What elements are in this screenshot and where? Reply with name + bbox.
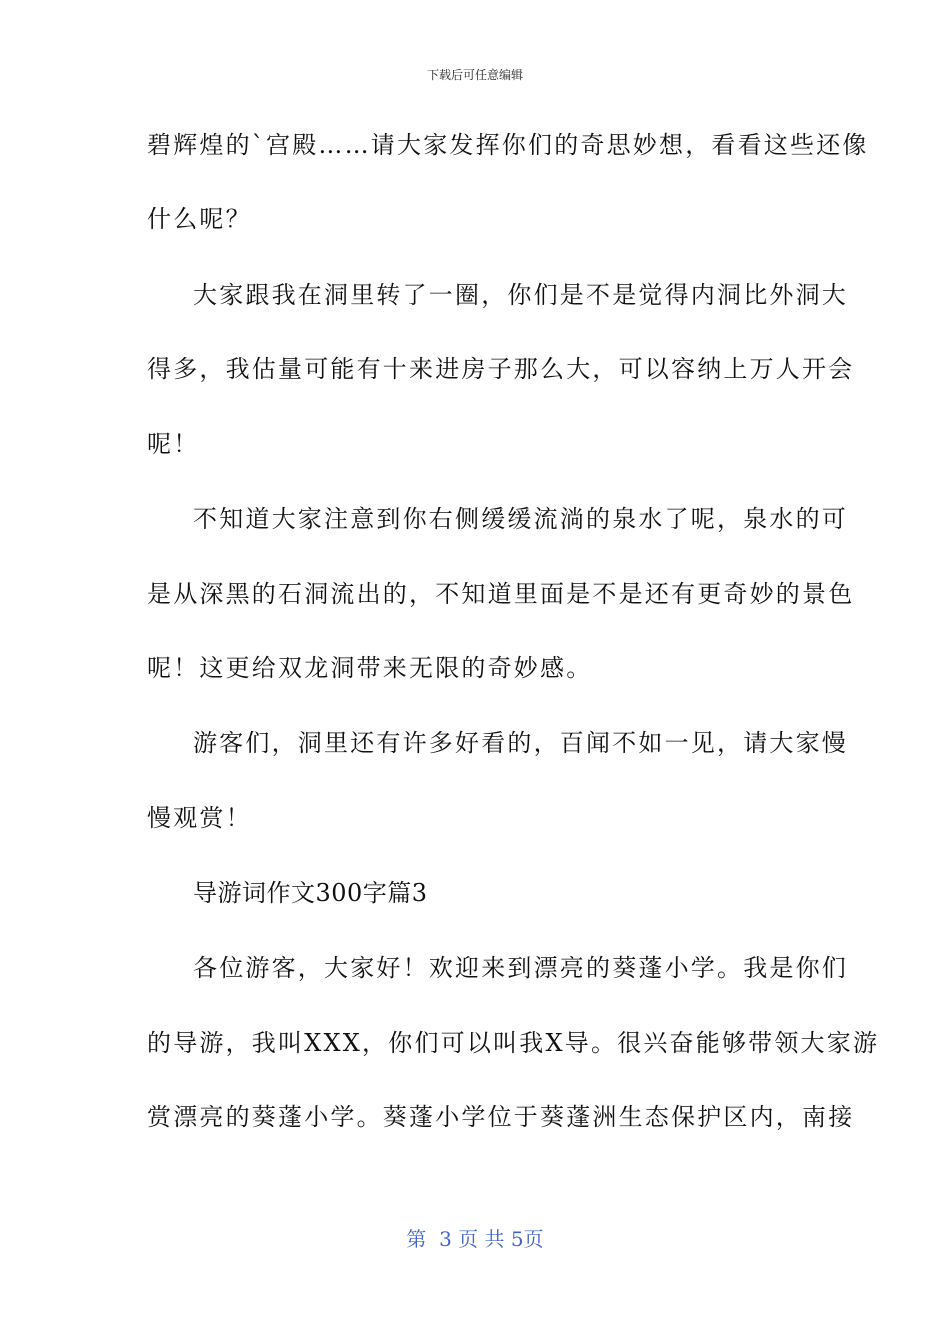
body-line: 碧辉煌的`宫殿……请大家发挥你们的奇思妙想，看看这些还像 [147,131,869,159]
header-note: 下载后可任意编辑 [426,68,523,82]
body-line: 呢！ [147,430,200,458]
paragraph-start-line: 游客们，洞里还有许多好看的，百闻不如一见，请大家慢 [193,729,848,757]
body-line: 是从深黑的石洞流出的，不知道里面是不是还有更奇妙的景色 [147,580,855,608]
body-line: 呢！这更给双龙洞带来无限的奇妙感。 [147,654,593,682]
body-line: 得多，我估量可能有十来进房子那么大，可以容纳上万人开会 [147,355,855,383]
paragraph-start-line: 各位游客，大家好！欢迎来到漂亮的葵蓬小学。我是你们 [193,954,848,982]
section-heading: 导游词作文300字篇3 [193,879,428,907]
body-line: 赏漂亮的葵蓬小学。葵蓬小学位于葵蓬洲生态保护区内，南接 [147,1103,855,1131]
page-number: 第 3 页 共 5页 [406,1227,544,1251]
paragraph-start-line: 大家跟我在洞里转了一圈，你们是不是觉得内洞比外洞大 [193,281,848,309]
body-line: 慢观赏！ [147,804,252,832]
paragraph-start-line: 不知道大家注意到你右侧缓缓流淌的泉水了呢，泉水的可 [193,505,848,533]
body-line: 的导游，我叫XXX，你们可以叫我X导。很兴奋能够带领大家游 [147,1029,880,1057]
body-line: 什么呢？ [147,205,252,233]
